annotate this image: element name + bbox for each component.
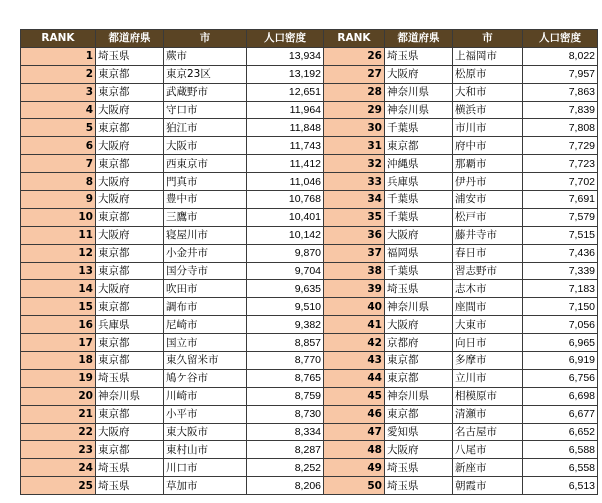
rank-cell: 37 (324, 244, 385, 262)
city-cell: 三鷹市 (164, 208, 247, 226)
rank-cell: 19 (21, 369, 96, 387)
rank-cell: 28 (324, 83, 385, 101)
rank-cell: 17 (21, 334, 96, 352)
density-cell: 11,046 (247, 173, 324, 191)
density-cell: 9,870 (247, 244, 324, 262)
rank-cell: 1 (21, 47, 96, 65)
prefecture-cell: 埼玉県 (385, 47, 453, 65)
rank-cell: 36 (324, 226, 385, 244)
table-row (21, 369, 598, 387)
prefecture-cell: 兵庫県 (96, 316, 164, 334)
rank-cell: 31 (324, 137, 385, 155)
density-cell: 8,730 (247, 405, 324, 423)
table-row (21, 208, 598, 226)
city-cell: 市川市 (453, 119, 523, 137)
rank-cell: 27 (324, 65, 385, 83)
city-cell: 八尾市 (453, 441, 523, 459)
density-cell: 8,252 (247, 459, 324, 477)
city-cell: 東久留米市 (164, 352, 247, 370)
city-cell: 浦安市 (453, 191, 523, 209)
rank-cell: 15 (21, 298, 96, 316)
prefecture-cell: 神奈川県 (385, 298, 453, 316)
table-row (21, 262, 598, 280)
city-cell: 豊中市 (164, 191, 247, 209)
city-cell: 志木市 (453, 280, 523, 298)
prefecture-cell: 東京都 (96, 244, 164, 262)
table-row (21, 441, 598, 459)
prefecture-cell: 千葉県 (385, 119, 453, 137)
rank-cell: 22 (21, 423, 96, 441)
table-row (21, 334, 598, 352)
density-cell: 9,510 (247, 298, 324, 316)
table-row (21, 387, 598, 405)
rank-cell: 48 (324, 441, 385, 459)
city-cell: 向日市 (453, 334, 523, 352)
city-cell: 武蔵野市 (164, 83, 247, 101)
prefecture-cell: 神奈川県 (385, 387, 453, 405)
table-row (21, 119, 598, 137)
density-cell: 6,652 (523, 423, 598, 441)
rank-cell: 7 (21, 155, 96, 173)
prefecture-cell: 沖縄県 (385, 155, 453, 173)
header-density-right: 人口密度 (523, 30, 598, 48)
density-cell: 11,743 (247, 137, 324, 155)
rank-cell: 11 (21, 226, 96, 244)
header-city-left: 市 (164, 30, 247, 48)
rank-cell: 43 (324, 352, 385, 370)
prefecture-cell: 東京都 (96, 334, 164, 352)
density-cell: 11,964 (247, 101, 324, 119)
table-row (21, 173, 598, 191)
density-cell: 13,934 (247, 47, 324, 65)
density-cell: 6,756 (523, 369, 598, 387)
rank-cell: 25 (21, 477, 96, 495)
rank-cell: 29 (324, 101, 385, 119)
table-row (21, 47, 598, 65)
city-cell: 立川市 (453, 369, 523, 387)
population-density-table (20, 29, 598, 495)
rank-cell: 4 (21, 101, 96, 119)
table-row (21, 65, 598, 83)
prefecture-cell: 埼玉県 (96, 369, 164, 387)
city-cell: 伊丹市 (453, 173, 523, 191)
prefecture-cell: 福岡県 (385, 244, 453, 262)
city-cell: 国立市 (164, 334, 247, 352)
city-cell: 府中市 (453, 137, 523, 155)
density-cell: 7,702 (523, 173, 598, 191)
prefecture-cell: 愛知県 (385, 423, 453, 441)
density-cell: 11,412 (247, 155, 324, 173)
prefecture-cell: 東京都 (385, 352, 453, 370)
rank-cell: 13 (21, 262, 96, 280)
density-cell: 8,770 (247, 352, 324, 370)
density-cell: 9,382 (247, 316, 324, 334)
density-cell: 7,723 (523, 155, 598, 173)
density-cell: 12,651 (247, 83, 324, 101)
rank-cell: 21 (21, 405, 96, 423)
city-cell: 相模原市 (453, 387, 523, 405)
prefecture-cell: 千葉県 (385, 262, 453, 280)
prefecture-cell: 東京都 (385, 405, 453, 423)
density-cell: 6,965 (523, 334, 598, 352)
density-cell: 7,579 (523, 208, 598, 226)
density-cell: 10,142 (247, 226, 324, 244)
city-cell: 草加市 (164, 477, 247, 495)
city-cell: 国分寺市 (164, 262, 247, 280)
prefecture-cell: 東京都 (96, 208, 164, 226)
density-cell: 7,515 (523, 226, 598, 244)
header-density-left: 人口密度 (247, 30, 324, 48)
city-cell: 調布市 (164, 298, 247, 316)
rank-cell: 23 (21, 441, 96, 459)
table-row (21, 83, 598, 101)
prefecture-cell: 兵庫県 (385, 173, 453, 191)
table-row (21, 405, 598, 423)
density-cell: 7,808 (523, 119, 598, 137)
city-cell: 那覇市 (453, 155, 523, 173)
table-row (21, 352, 598, 370)
city-cell: 吹田市 (164, 280, 247, 298)
density-cell: 8,022 (523, 47, 598, 65)
density-cell: 7,183 (523, 280, 598, 298)
prefecture-cell: 大阪府 (96, 423, 164, 441)
table-row (21, 477, 598, 495)
density-cell: 6,919 (523, 352, 598, 370)
density-cell: 11,848 (247, 119, 324, 137)
city-cell: 東京23区 (164, 65, 247, 83)
city-cell: 春日市 (453, 244, 523, 262)
prefecture-cell: 京都府 (385, 334, 453, 352)
density-cell: 8,857 (247, 334, 324, 352)
rank-cell: 32 (324, 155, 385, 173)
city-cell: 松戸市 (453, 208, 523, 226)
density-cell: 8,765 (247, 369, 324, 387)
prefecture-cell: 神奈川県 (96, 387, 164, 405)
city-cell: 習志野市 (453, 262, 523, 280)
city-cell: 小平市 (164, 405, 247, 423)
prefecture-cell: 大阪府 (385, 65, 453, 83)
density-cell: 7,729 (523, 137, 598, 155)
prefecture-cell: 大阪府 (385, 226, 453, 244)
table-header-row (21, 30, 598, 48)
table-row (21, 298, 598, 316)
prefecture-cell: 東京都 (385, 369, 453, 387)
rank-cell: 2 (21, 65, 96, 83)
city-cell: 川崎市 (164, 387, 247, 405)
city-cell: 狛江市 (164, 119, 247, 137)
city-cell: 多摩市 (453, 352, 523, 370)
rank-cell: 10 (21, 208, 96, 226)
density-cell: 7,056 (523, 316, 598, 334)
density-cell: 7,839 (523, 101, 598, 119)
prefecture-cell: 大阪府 (96, 280, 164, 298)
rank-cell: 18 (21, 352, 96, 370)
city-cell: 朝霞市 (453, 477, 523, 495)
city-cell: 川口市 (164, 459, 247, 477)
city-cell: 鳩ケ谷市 (164, 369, 247, 387)
density-cell: 6,698 (523, 387, 598, 405)
table-row (21, 280, 598, 298)
density-cell: 6,558 (523, 459, 598, 477)
rank-cell: 45 (324, 387, 385, 405)
prefecture-cell: 埼玉県 (96, 477, 164, 495)
prefecture-cell: 埼玉県 (385, 477, 453, 495)
density-cell: 6,513 (523, 477, 598, 495)
prefecture-cell: 東京都 (96, 298, 164, 316)
rank-cell: 16 (21, 316, 96, 334)
rank-cell: 6 (21, 137, 96, 155)
density-cell: 7,436 (523, 244, 598, 262)
city-cell: 大和市 (453, 83, 523, 101)
city-cell: 小金井市 (164, 244, 247, 262)
table-row (21, 244, 598, 262)
rank-cell: 46 (324, 405, 385, 423)
prefecture-cell: 千葉県 (385, 191, 453, 209)
rank-cell: 12 (21, 244, 96, 262)
prefecture-cell: 大阪府 (96, 173, 164, 191)
city-cell: 大東市 (453, 316, 523, 334)
city-cell: 東村山市 (164, 441, 247, 459)
rank-cell: 33 (324, 173, 385, 191)
table-body (21, 47, 598, 494)
prefecture-cell: 大阪府 (96, 137, 164, 155)
prefecture-cell: 大阪府 (96, 226, 164, 244)
prefecture-cell: 埼玉県 (385, 459, 453, 477)
rank-cell: 9 (21, 191, 96, 209)
rank-cell: 14 (21, 280, 96, 298)
city-cell: 蕨市 (164, 47, 247, 65)
header-city-right: 市 (453, 30, 523, 48)
city-cell: 座間市 (453, 298, 523, 316)
prefecture-cell: 神奈川県 (385, 101, 453, 119)
city-cell: 東大阪市 (164, 423, 247, 441)
table-row (21, 226, 598, 244)
density-cell: 7,863 (523, 83, 598, 101)
prefecture-cell: 千葉県 (385, 208, 453, 226)
density-cell: 6,588 (523, 441, 598, 459)
rank-cell: 35 (324, 208, 385, 226)
density-cell: 13,192 (247, 65, 324, 83)
rank-cell: 50 (324, 477, 385, 495)
prefecture-cell: 大阪府 (385, 441, 453, 459)
prefecture-cell: 埼玉県 (385, 280, 453, 298)
table-row (21, 137, 598, 155)
prefecture-cell: 東京都 (96, 262, 164, 280)
city-cell: 新座市 (453, 459, 523, 477)
city-cell: 清瀬市 (453, 405, 523, 423)
city-cell: 松原市 (453, 65, 523, 83)
table-row (21, 423, 598, 441)
rank-cell: 41 (324, 316, 385, 334)
prefecture-cell: 東京都 (96, 352, 164, 370)
header-prefecture-right: 都道府県 (385, 30, 453, 48)
rank-cell: 5 (21, 119, 96, 137)
prefecture-cell: 東京都 (96, 405, 164, 423)
rank-cell: 8 (21, 173, 96, 191)
rank-cell: 3 (21, 83, 96, 101)
rank-cell: 49 (324, 459, 385, 477)
density-cell: 7,150 (523, 298, 598, 316)
city-cell: 西東京市 (164, 155, 247, 173)
city-cell: 大阪市 (164, 137, 247, 155)
rank-cell: 30 (324, 119, 385, 137)
prefecture-cell: 埼玉県 (96, 47, 164, 65)
rank-cell: 20 (21, 387, 96, 405)
table-row (21, 101, 598, 119)
header-prefecture-left: 都道府県 (96, 30, 164, 48)
prefecture-cell: 東京都 (96, 441, 164, 459)
rank-cell: 34 (324, 191, 385, 209)
table-row (21, 316, 598, 334)
prefecture-cell: 東京都 (96, 65, 164, 83)
density-cell: 8,759 (247, 387, 324, 405)
rank-cell: 47 (324, 423, 385, 441)
table-row (21, 191, 598, 209)
density-cell: 8,287 (247, 441, 324, 459)
prefecture-cell: 大阪府 (96, 191, 164, 209)
rank-cell: 39 (324, 280, 385, 298)
prefecture-cell: 東京都 (96, 83, 164, 101)
city-cell: 名古屋市 (453, 423, 523, 441)
rank-cell: 44 (324, 369, 385, 387)
table-row (21, 459, 598, 477)
prefecture-cell: 神奈川県 (385, 83, 453, 101)
density-cell: 9,635 (247, 280, 324, 298)
header-rank-right: RANK (324, 30, 385, 48)
rank-cell: 42 (324, 334, 385, 352)
table-row (21, 155, 598, 173)
density-cell: 10,401 (247, 208, 324, 226)
prefecture-cell: 東京都 (96, 155, 164, 173)
density-cell: 10,768 (247, 191, 324, 209)
city-cell: 守口市 (164, 101, 247, 119)
city-cell: 寝屋川市 (164, 226, 247, 244)
density-cell: 7,691 (523, 191, 598, 209)
density-cell: 6,677 (523, 405, 598, 423)
prefecture-cell: 埼玉県 (96, 459, 164, 477)
city-cell: 門真市 (164, 173, 247, 191)
header-rank-left: RANK (21, 30, 96, 48)
prefecture-cell: 東京都 (385, 137, 453, 155)
rank-cell: 26 (324, 47, 385, 65)
city-cell: 横浜市 (453, 101, 523, 119)
city-cell: 藤井寺市 (453, 226, 523, 244)
city-cell: 上福岡市 (453, 47, 523, 65)
prefecture-cell: 大阪府 (385, 316, 453, 334)
density-cell: 8,206 (247, 477, 324, 495)
city-cell: 尼崎市 (164, 316, 247, 334)
prefecture-cell: 東京都 (96, 119, 164, 137)
rank-cell: 38 (324, 262, 385, 280)
density-cell: 7,957 (523, 65, 598, 83)
rank-cell: 40 (324, 298, 385, 316)
density-cell: 7,339 (523, 262, 598, 280)
prefecture-cell: 大阪府 (96, 101, 164, 119)
rank-cell: 24 (21, 459, 96, 477)
density-cell: 8,334 (247, 423, 324, 441)
density-cell: 9,704 (247, 262, 324, 280)
